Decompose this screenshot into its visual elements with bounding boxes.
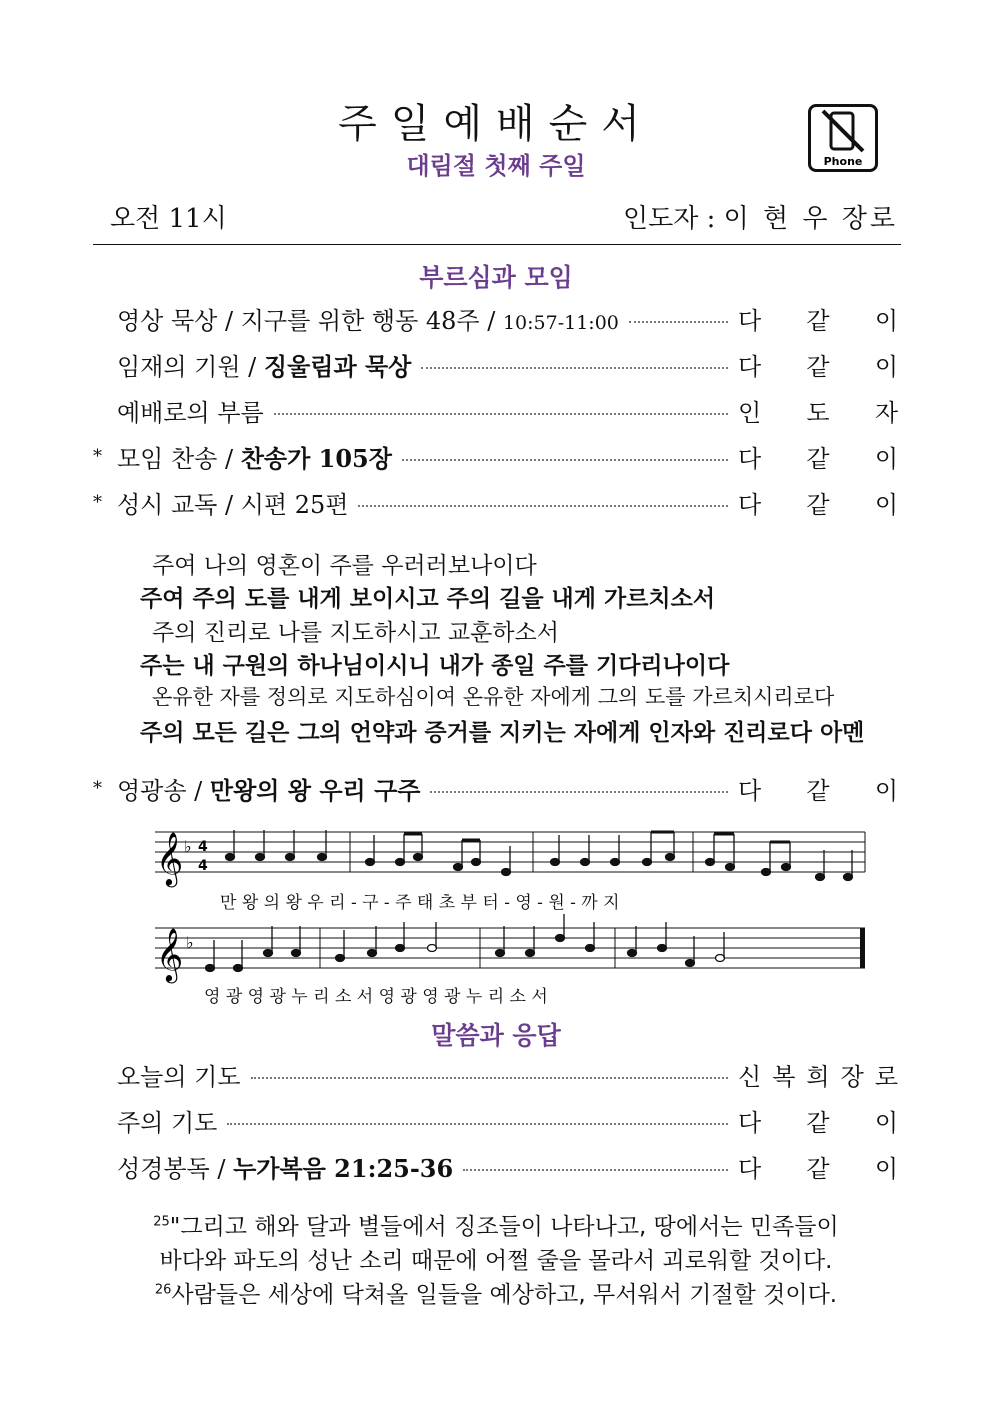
leader-dots	[430, 791, 728, 793]
svg-text:4: 4	[198, 839, 208, 855]
row-label: 모임 찬송 / 찬송가 105장	[117, 443, 392, 473]
order-row	[93, 346, 898, 382]
service-time: 오전 11시	[110, 204, 227, 234]
row-response: 다 같 이	[738, 776, 898, 805]
star-mark: *	[93, 491, 102, 513]
psalm-line: 주는 내 구원의 하나님이시니 내가 종일 주를 기다리나이다	[140, 653, 730, 679]
psalm-line: 주여 주의 도를 내게 보이시고 주의 길을 내게 가르치소서	[140, 586, 716, 612]
psalm-line: 주여 나의 영혼이 주를 우러러보나이다	[152, 553, 537, 579]
star-mark: *	[93, 777, 102, 799]
order-row	[93, 1148, 898, 1184]
psalm-line: 주의 모든 길은 그의 언약과 증거를 지키는 자에게 인자와 진리로다 아멘	[140, 720, 865, 746]
no-phone-icon	[808, 104, 878, 172]
row-label: 영광송 / 만왕의 왕 우리 구주	[117, 775, 421, 805]
order-row	[93, 300, 898, 336]
row-response: 다 같 이	[738, 306, 898, 335]
page-title: 주일예배순서	[338, 101, 654, 147]
row-label: 예배로의 부름	[117, 398, 264, 427]
svg-text:♭: ♭	[184, 837, 192, 856]
row-response: 다 같 이	[738, 444, 898, 473]
row-label: 영상 묵상 / 지구를 위한 행동 48주 / 10:57-11:00	[117, 306, 619, 335]
leader-dots	[421, 367, 728, 369]
order-row	[93, 1056, 898, 1092]
row-response: 다 같 이	[738, 1154, 898, 1183]
leader-dots	[463, 1169, 728, 1171]
order-row	[93, 438, 898, 474]
leader-dots	[227, 1123, 728, 1125]
leader-name: 이 현 우 장로	[723, 204, 898, 234]
row-response: 인 도 자	[738, 398, 898, 427]
bible-verse: $^{26}$사람들은 세상에 닥쳐올 일들을 예상하고, 무서워서 기절할 것이다.	[154, 1282, 838, 1308]
row-label: 성시 교독 / 시편 25편	[117, 490, 349, 519]
star-mark: *	[93, 445, 102, 467]
svg-text:𝄞: 𝄞	[156, 831, 184, 885]
row-label: 주의 기도	[117, 1108, 218, 1137]
row-label: 성경봉독 / 누가복음 21:25-36	[117, 1153, 454, 1183]
leader-info	[623, 198, 898, 235]
divider	[93, 244, 901, 245]
row-label: 오늘의 기도	[117, 1062, 241, 1091]
leader-label: 인도자 :	[622, 204, 716, 234]
page-subtitle: 대림절 첫째 주일	[406, 152, 586, 180]
row-response: 다 같 이	[738, 352, 898, 381]
psalm-line: 온유한 자를 정의로 지도하심이여 온유한 자에게 그의 도를 가르치시리로다	[152, 685, 835, 709]
leader-dots	[251, 1077, 728, 1079]
leader-dots	[358, 505, 728, 507]
section-word: 말씀과 응답	[431, 1021, 561, 1050]
music-lyrics: 만 왕 의 왕 우 리 - 구 - 주 태 초 부 터 - 영 - 원 - 까 지	[220, 893, 620, 913]
row-response: 신 복 희 장 로	[738, 1062, 898, 1091]
order-row	[93, 484, 898, 520]
leader-dots	[274, 413, 728, 415]
section-gathering: 부르심과 모임	[419, 263, 573, 292]
svg-text:𝄞: 𝄞	[156, 927, 184, 981]
row-response: 다 같 이	[738, 490, 898, 519]
phone-label: Phone	[823, 155, 863, 168]
svg-text:4: 4	[198, 858, 208, 874]
svg-text:♭: ♭	[186, 933, 194, 952]
row-response: 다 같 이	[738, 1108, 898, 1137]
row-label: 임재의 기원 / 징울림과 묵상	[117, 351, 412, 381]
order-row	[93, 1102, 898, 1138]
order-row	[93, 392, 898, 428]
order-row	[93, 770, 898, 806]
leader-dots	[629, 321, 728, 323]
music-lyrics: 영 광 영 광 누 리 소 서 영 광 영 광 누 리 소 서	[204, 987, 548, 1007]
psalm-line: 주의 진리로 나를 지도하시고 교훈하소서	[152, 620, 559, 646]
bible-verse: $^{25}$"그리고 해와 달과 별들에서 징조들이 나타나고, 땅에서는 민족들이	[153, 1214, 839, 1240]
bible-verse: 바다와 파도의 성난 소리 때문에 어쩔 줄을 몰라서 괴로워할 것이다.	[159, 1248, 833, 1274]
leader-dots	[402, 459, 728, 461]
